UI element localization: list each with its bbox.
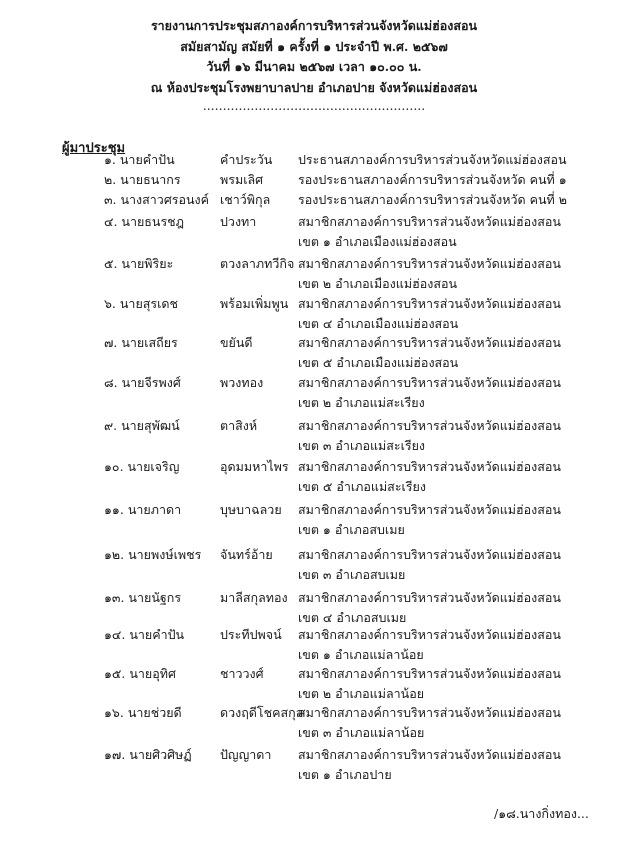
attendee-surname: ขยันดี: [220, 335, 253, 350]
attendee-name: ๑๓. นายนัฐกร: [104, 590, 182, 605]
attendee-zone: เขต ๒ อำเภอเมืองแม่ฮ่องสอน: [298, 276, 458, 291]
attendee-position: สมาชิกสภาองค์การบริหารส่วนจังหวัดแม่ฮ่องสอน: [298, 459, 561, 474]
attendee-position: สมาชิกสภาองค์การบริหารส่วนจังหวัดแม่ฮ่องสอน: [298, 590, 561, 605]
attendee-surname: พวงทอง: [220, 375, 264, 390]
attendee-surname: ตาสิงห์: [220, 418, 258, 433]
attendee-position: สมาชิกสภาองค์การบริหารส่วนจังหวัดแม่ฮ่องสอน: [298, 547, 561, 562]
attendee-name: ๑๒. นายพงษ์เพชร: [104, 547, 202, 562]
date-time-line: วันที่ ๑๖ มีนาคม ๒๕๖๗ เวลา ๑๐.๐๐ น.: [206, 59, 422, 74]
attendee-position: สมาชิกสภาองค์การบริหารส่วนจังหวัดแม่ฮ่องสอน: [298, 418, 561, 433]
attendee-zone: เขต ๕ อำเภอแม่สะเรียง: [298, 479, 426, 494]
attendee-surname: ตวงลาภทวีกิจ: [220, 256, 295, 271]
attendee-surname: ประทีปพจน์: [220, 627, 282, 642]
attendee-position: สมาชิกสภาองค์การบริหารส่วนจังหวัดแม่ฮ่องสอน: [298, 502, 561, 517]
attendee-position: สมาชิกสภาองค์การบริหารส่วนจังหวัดแม่ฮ่องสอน: [298, 214, 561, 229]
attendee-zone: เขต ๑ อำเภอปาย: [298, 767, 392, 782]
attendee-zone: เขต ๑ อำเภอเมืองแม่ฮ่องสอน: [298, 234, 457, 249]
attendee-name: ๑๗. นายศิวศิษฏ์: [104, 747, 192, 762]
attendee-zone: เขต ๔ อำเภอเมืองแม่ฮ่องสอน: [298, 316, 459, 331]
report-title: รายงานการประชุมสภาองค์การบริหารส่วนจังหวัดแม่ฮ่องสอน: [150, 18, 478, 33]
attendee-surname: มาลีสกุลทอง: [220, 590, 288, 605]
attendee-surname: จันทร์อ้าย: [220, 547, 273, 562]
attendee-surname: ชาววงศ์: [220, 666, 264, 681]
attendee-name: ๕. นายพิริยะ: [104, 256, 174, 271]
attendee-surname: ปวงทา: [220, 214, 257, 229]
attendee-name: ๒. นายธนากร: [104, 172, 181, 187]
attendee-name: ๗. นายเสถียร: [104, 335, 178, 350]
attendee-surname: พรมเลิศ: [220, 172, 264, 187]
attendee-zone: เขต ๓ อำเภอแม่ลาน้อย: [298, 725, 425, 740]
attendee-position: สมาชิกสภาองค์การบริหารส่วนจังหวัดแม่ฮ่องสอน: [298, 666, 561, 681]
attendee-name: ๓. นางสาวศรอนงค์: [104, 192, 209, 207]
attendee-position: สมาชิกสภาองค์การบริหารส่วนจังหวัดแม่ฮ่องสอน: [298, 627, 561, 642]
attendee-position: สมาชิกสภาองค์การบริหารส่วนจังหวัดแม่ฮ่องสอน: [298, 256, 561, 271]
attendee-position: สมาชิกสภาองค์การบริหารส่วนจังหวัดแม่ฮ่องสอน: [298, 335, 561, 350]
attendee-zone: เขต ๓ อำเภอแม่สะเรียง: [298, 438, 426, 453]
attendee-surname: ดวงฤดีโชคสกุล: [220, 705, 304, 720]
attendee-surname: ปัญญาดา: [220, 747, 272, 762]
attendee-surname: บุษบาฉลวย: [220, 502, 282, 517]
attendee-surname: อุดมมหาไพร: [220, 459, 289, 474]
attendee-name: ๑๔. นายคำปัน: [104, 627, 185, 642]
attendee-zone: เขต ๑ อำเภอแม่ลาน้อย: [298, 647, 424, 662]
document-header: [0, 16, 628, 113]
attendee-zone: เขต ๕ อำเภอเมืองแม่ฮ่องสอน: [298, 355, 459, 370]
attendee-name: ๑. นายคำปัน: [104, 152, 175, 167]
attendee-position: รองประธานสภาองค์การบริหารส่วนจังหวัด คนที่ ๒: [298, 192, 567, 207]
attendee-zone: เขต ๒ อำเภอแม่สะเรียง: [298, 395, 425, 410]
continuation-note: /๑๘.นางกิ่งทอง...: [494, 806, 589, 821]
attendee-name: ๑๕. นายอุทิศ: [104, 666, 176, 681]
attendee-position: สมาชิกสภาองค์การบริหารส่วนจังหวัดแม่ฮ่องสอน: [298, 747, 561, 762]
attendee-surname: เชาว์พิกุล: [220, 192, 271, 207]
attendee-zone: เขต ๒ อำเภอแม่ลาน้อย: [298, 686, 425, 701]
attendees-heading: ผู้มาประชุม: [62, 141, 126, 156]
attendee-zone: เขต ๓ อำเภอสบเมย: [298, 567, 406, 582]
header-separator: ........................................................: [202, 98, 426, 113]
session-line: สมัยสามัญ สมัยที่ ๑ ครั้งที่ ๑ ประจำปี พ.ศ. ๒๕๖๗: [180, 38, 448, 54]
attendee-name: ๑๑. นายภาดา: [104, 502, 182, 517]
attendee-position: สมาชิกสภาองค์การบริหารส่วนจังหวัดแม่ฮ่องสอน: [298, 705, 561, 720]
attendee-name: ๑๖. นายช่วยดี: [104, 705, 182, 720]
attendee-surname: พร้อมเพิ่มพูน: [220, 296, 289, 311]
attendee-zone: เขต ๑ อำเภอสบเมย: [298, 522, 405, 537]
attendee-surname: คำประวัน: [220, 152, 273, 167]
attendee-name: ๙. นายสุพัฒน์: [104, 418, 180, 433]
attendee-position: รองประธานสภาองค์การบริหารส่วนจังหวัด คนที่ ๑: [298, 172, 567, 187]
venue-line: ณ ห้องประชุมโรงพยาบาลปาย อำเภอปาย จังหวัดแม่ฮ่องสอน: [150, 79, 478, 95]
attendee-position: ประธานสภาองค์การบริหารส่วนจังหวัดแม่ฮ่องสอน: [298, 152, 567, 167]
attendee-name: ๔. นายธนรชฎ: [104, 214, 185, 229]
attendee-name: ๑๐. นายเจริญ: [104, 459, 180, 474]
attendee-position: สมาชิกสภาองค์การบริหารส่วนจังหวัดแม่ฮ่องสอน: [298, 375, 561, 390]
attendee-zone: เขต ๔ อำเภอสบเมย: [298, 610, 407, 625]
attendee-position: สมาชิกสภาองค์การบริหารส่วนจังหวัดแม่ฮ่องสอน: [298, 296, 561, 311]
attendee-name: ๘. นายจีรพงศ์: [104, 375, 181, 390]
attendee-name: ๖. นายสุรเดช: [104, 296, 178, 311]
